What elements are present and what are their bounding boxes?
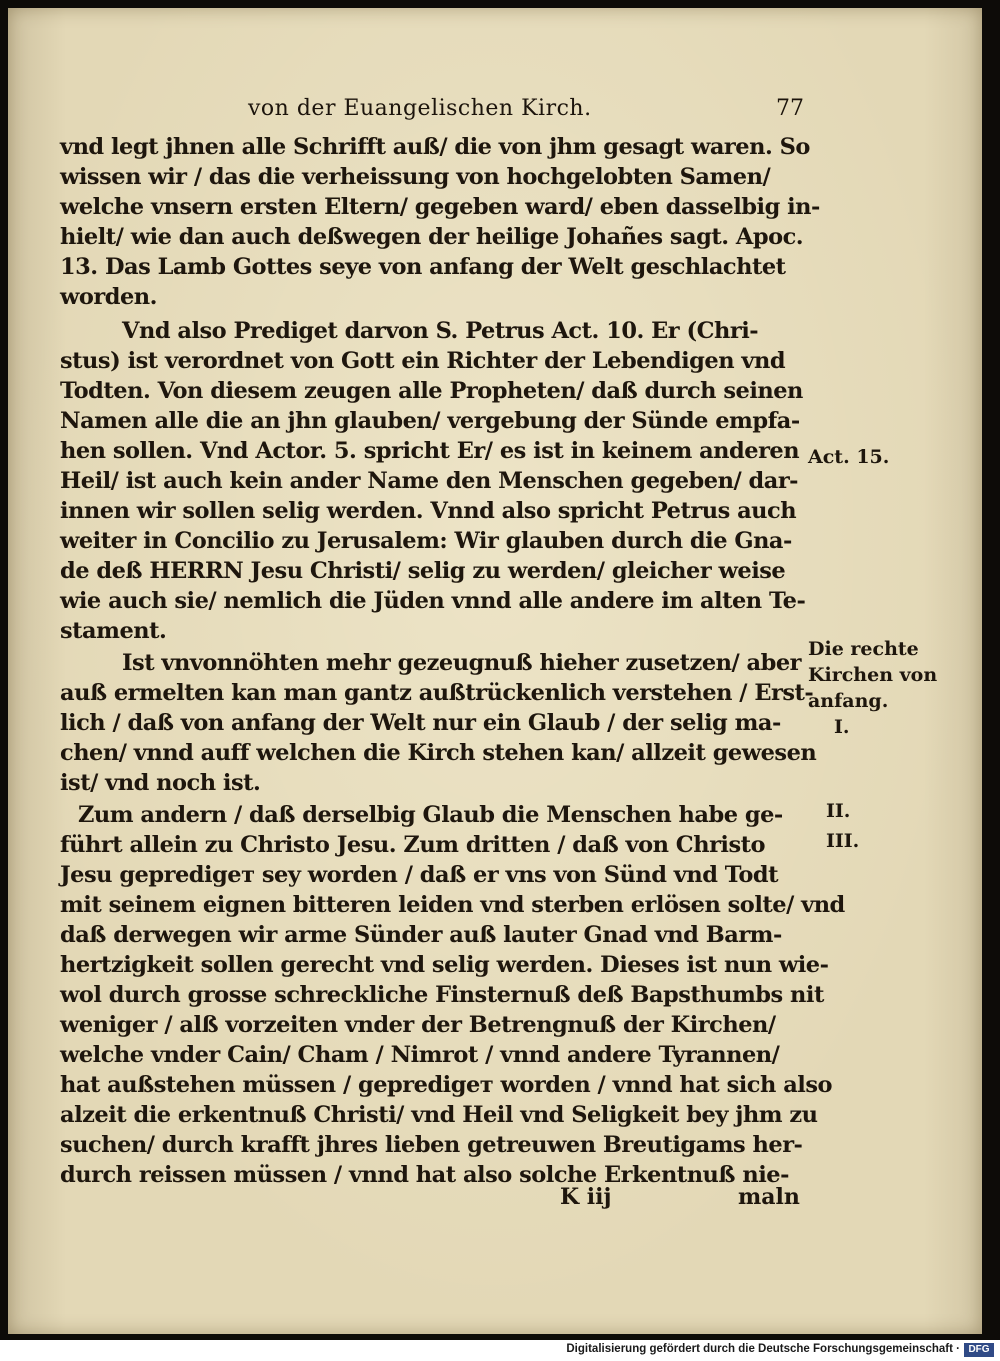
text-line: durch reissen müssen / vnnd hat also solche Erkentnuß nie- bbox=[60, 1162, 789, 1188]
catchword: maln bbox=[738, 1184, 800, 1210]
text-line: vnd legt jhnen alle Schrifft auß/ die von jhm gesagt waren. So bbox=[60, 134, 810, 160]
text-line: welche vnsern ersten Eltern/ gegeben ward/ eben dasselbig in- bbox=[60, 194, 820, 220]
page-number: 77 bbox=[776, 96, 804, 121]
text-line: mit seinem eignen bitteren leiden vnd sterben erlösen solte/ vnd bbox=[60, 892, 845, 918]
text-line: hertzigkeit sollen gerecht vnd selig werden. Dieses ist nun wie- bbox=[60, 952, 829, 978]
text-line: welche vnder Cain/ Cham / Nimrot / vnnd andere Tyrannen/ bbox=[60, 1042, 780, 1068]
text-line: chen/ vnnd auff welchen die Kirch stehen kan/ allzeit gewesen bbox=[60, 740, 817, 766]
text-line: Vnd also Prediget darvon S. Petrus Act. 10. Er (Chri- bbox=[122, 318, 759, 344]
text-line: hielt/ wie dan auch deßwegen der heilige Johañes sagt. Apoc. bbox=[60, 224, 804, 250]
text-line: Namen alle die an jhn glauben/ vergebung der Sünde empfa- bbox=[60, 408, 800, 434]
text-line: Todten. Von diesem zeugen alle Propheten/ daß durch seinen bbox=[60, 378, 803, 404]
text-line: wol durch grosse schreckliche Finsternuß deß Bapsthumbs nit bbox=[60, 982, 824, 1008]
margin-note-act: Act. 15. bbox=[808, 446, 890, 468]
text-line: 13. Das Lamb Gottes seye von anfang der Welt geschlachtet bbox=[60, 254, 786, 280]
signature-mark: K iij bbox=[560, 1184, 612, 1210]
text-line: worden. bbox=[60, 284, 157, 310]
margin-note-rechte-line3: anfang. bbox=[808, 690, 889, 712]
credit-text: Digitalisierung gefördert durch die Deutsche Forschungsgemeinschaft · bbox=[566, 1343, 960, 1355]
running-head: von der Euangelischen Kirch. bbox=[248, 96, 592, 121]
text-line: daß derwegen wir arme Sünder auß lauter Gnad vnd Barm- bbox=[60, 922, 782, 948]
text-line: Heil/ ist auch kein ander Name den Menschen gegeben/ dar- bbox=[60, 468, 799, 494]
text-line: suchen/ durch krafft jhres lieben getreuwen Breutigams her- bbox=[60, 1132, 803, 1158]
text-line: innen wir sollen selig werden. Vnnd also spricht Petrus auch bbox=[60, 498, 797, 524]
text-line: wissen wir / das die verheissung von hochgelobten Samen/ bbox=[60, 164, 771, 190]
text-line: Zum andern / daß derselbig Glaub die Menschen habe ge- bbox=[78, 802, 783, 828]
margin-note-numeral-2: II. bbox=[826, 800, 851, 822]
book-page bbox=[8, 8, 982, 1334]
text-line: stus) ist verordnet von Gott ein Richter der Lebendigen vnd bbox=[60, 348, 786, 374]
text-line: führt allein zu Christo Jesu. Zum dritten / daß von Christo bbox=[60, 832, 766, 858]
text-line: alzeit die erkentnuß Christi/ vnd Heil vnd Seligkeit bey jhm zu bbox=[60, 1102, 818, 1128]
text-line: stament. bbox=[60, 618, 167, 644]
text-line: Jesu gepredigет sey worden / daß er vns von Sünd vnd Todt bbox=[60, 862, 779, 888]
text-line: ist/ vnd noch ist. bbox=[60, 770, 261, 796]
margin-note-rechte-line1: Die rechte bbox=[808, 638, 919, 660]
text-line: weiter in Concilio zu Jerusalem: Wir glauben durch die Gna- bbox=[60, 528, 792, 554]
text-line: lich / daß von anfang der Welt nur ein Glaub / der selig ma- bbox=[60, 710, 781, 736]
margin-note-rechte-line2: Kirchen von bbox=[808, 664, 938, 686]
text-line: wie auch sie/ nemlich die Jüden vnnd alle andere im alten Te- bbox=[60, 588, 806, 614]
text-line: weniger / alß vorzeiten vnder der Betrengnuß der Kirchen/ bbox=[60, 1012, 776, 1038]
margin-note-numeral-1: I. bbox=[834, 716, 850, 738]
text-line: hen sollen. Vnd Actor. 5. spricht Er/ es ist in keinem anderen bbox=[60, 438, 800, 464]
text-line: de deß HERRN Jesu Christi/ selig zu werden/ gleicher weise bbox=[60, 558, 786, 584]
margin-note-numeral-3: III. bbox=[826, 830, 860, 852]
text-line: hat außstehen müssen / gepredigет worden / vnnd hat sich also bbox=[60, 1072, 832, 1098]
dfg-logo: DFG bbox=[964, 1343, 994, 1357]
text-line: auß ermelten kan man gantz außtrückenlich verstehen / Erst- bbox=[60, 680, 814, 706]
text-line: Ist vnvonnöhten mehr gezeugnuß hieher zusetzen/ aber bbox=[122, 650, 802, 676]
credit-footer bbox=[0, 1340, 1000, 1361]
